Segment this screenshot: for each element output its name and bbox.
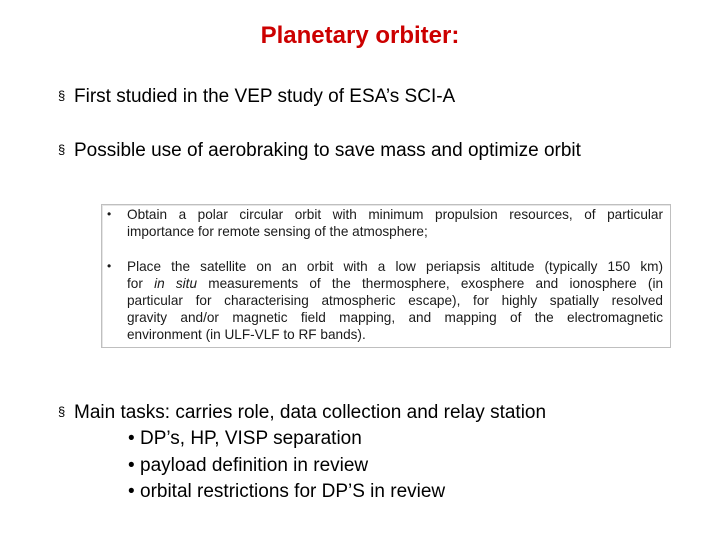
sub-bullet-item bbox=[128, 426, 445, 453]
slide-title: Planetary orbiter: bbox=[260, 22, 460, 49]
excerpt-line: Place the satellite on an orbit with a low periapsis altitude (typically 150 km) bbox=[127, 259, 663, 274]
bullet-text: Main tasks: carries role, data collection and relay station bbox=[74, 402, 547, 423]
excerpt-line-in-situ bbox=[127, 275, 663, 292]
excerpt-bullet-marker: • bbox=[107, 207, 112, 221]
excerpt-bullet-marker: • bbox=[107, 259, 112, 273]
bullet-marker: § bbox=[58, 404, 66, 419]
excerpt-italic-in-situ: in situ bbox=[154, 276, 198, 291]
bullet-item-main-tasks bbox=[58, 400, 546, 425]
bullet-item-vep-study bbox=[58, 84, 455, 109]
excerpt-line: particular for characterising atmospheric escape), for highly spatially resolved bbox=[127, 293, 663, 308]
bullet-text: First studied in the VEP study of ESA’s SCI-A bbox=[74, 86, 456, 107]
sub-bullet-text: DP’s, HP, VISP separation bbox=[140, 428, 362, 449]
bullet-marker: § bbox=[58, 88, 66, 103]
bullet-item-aerobraking bbox=[58, 138, 581, 163]
excerpt-text bbox=[127, 206, 663, 240]
excerpt-line-rest: measurements of the thermosphere, exosphere and ionosphere (in bbox=[208, 276, 664, 291]
sub-bullet-marker: • bbox=[128, 454, 135, 476]
excerpt-line: gravity and/or magnetic field mapping, and mapping of the electromagnetic bbox=[127, 310, 663, 325]
sub-bullet-marker: • bbox=[128, 481, 135, 502]
sub-bullet-item bbox=[128, 453, 445, 480]
sub-bullet-marker: • bbox=[128, 428, 135, 449]
sub-bullet-item bbox=[128, 479, 445, 506]
excerpt-text bbox=[127, 258, 663, 343]
bullet-marker: § bbox=[58, 142, 66, 157]
bullet-text: Possible use of aerobraking to save mass and optimize orbit bbox=[74, 140, 581, 161]
excerpt-line: importance for remote sensing of the atmosphere; bbox=[127, 224, 428, 239]
excerpt-prefix: for bbox=[127, 276, 155, 291]
excerpt-line: Obtain a polar circular orbit with minimum propulsion resources, of particular bbox=[127, 207, 663, 222]
quoted-excerpt-box bbox=[101, 204, 671, 348]
sub-bullet-text: payload definition in review bbox=[140, 454, 369, 476]
excerpt-line: environment (in ULF-VLF to RF bands). bbox=[127, 327, 366, 342]
sub-bullet-list bbox=[128, 426, 445, 506]
sub-bullet-text: orbital restrictions for DP’S in review bbox=[140, 481, 446, 502]
